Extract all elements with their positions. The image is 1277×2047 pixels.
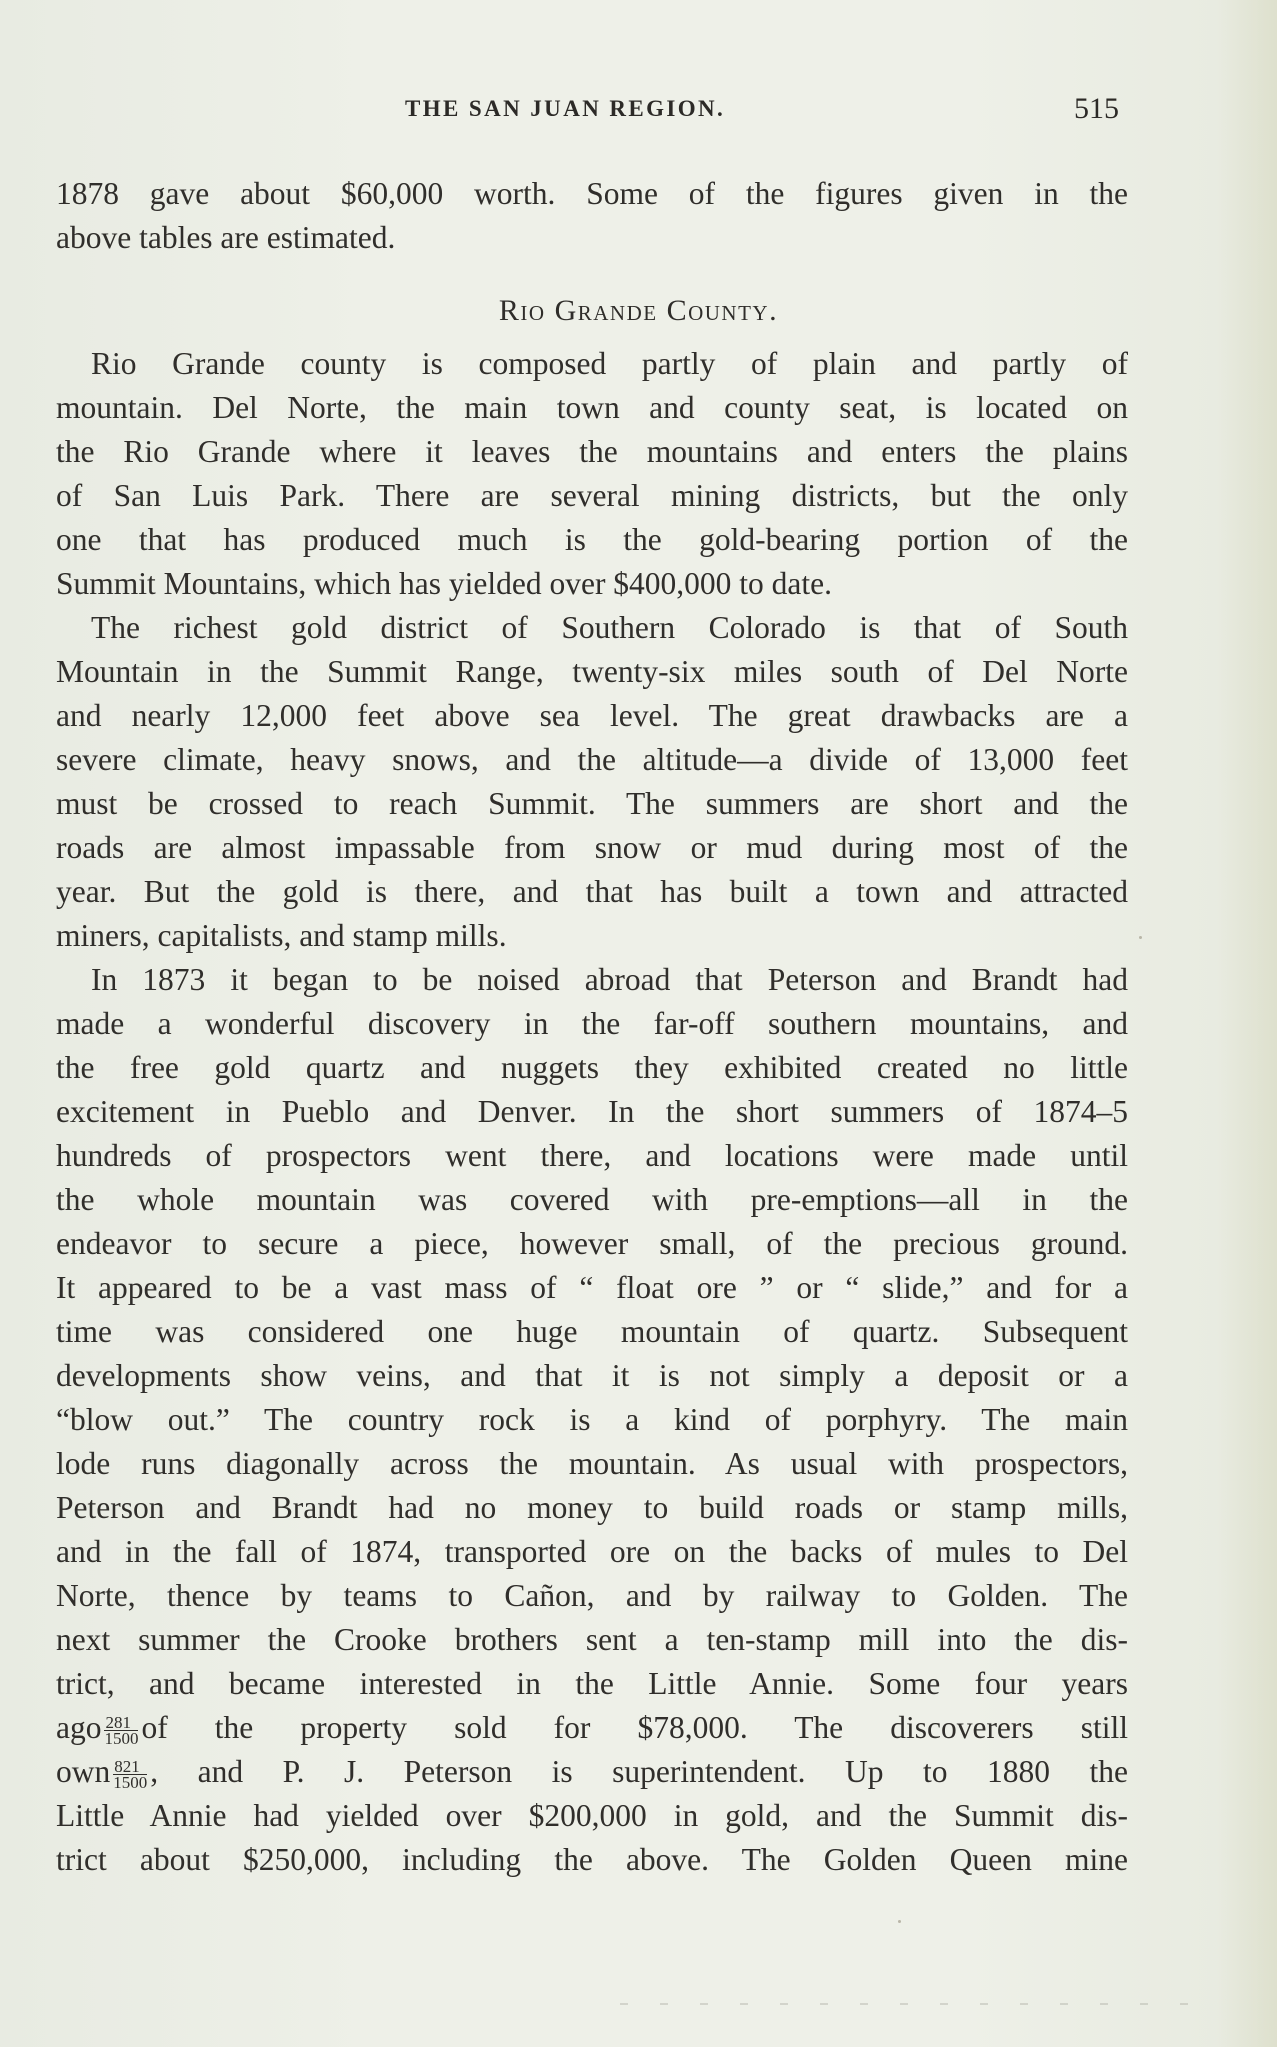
paragraph-south-mountain bbox=[56, 606, 1128, 958]
text-line: Rio Grande county is composed partly of plain and partly of bbox=[91, 346, 1128, 381]
text-line: It appeared to be a vast mass of “ float ore ” or “ slide,” and for a bbox=[56, 1270, 1128, 1305]
text-line: time was considered one huge mountain of quartz. Subsequent bbox=[56, 1314, 1128, 1349]
page-number: 515 bbox=[1074, 92, 1119, 125]
paragraph-rio-grande-county bbox=[56, 342, 1128, 606]
section-heading: Rio Grande County. bbox=[498, 294, 779, 327]
text-line: the Rio Grande where it leaves the mountains and enters the plains bbox=[56, 434, 1128, 469]
text-line: The richest gold district of Southern Colorado is that of South bbox=[91, 610, 1128, 645]
text-line: made a wonderful discovery in the far-off southern mountains, and bbox=[56, 1006, 1128, 1041]
text-line: of San Luis Park. There are several mining districts, but the only bbox=[56, 478, 1128, 513]
text-line-with-fraction bbox=[56, 1706, 1128, 1750]
faint-bleed-through-marks bbox=[620, 2003, 1220, 2005]
paragraph-peterson-brandt bbox=[56, 958, 1128, 1882]
text-line: developments show veins, and that it is not simply a deposit or a bbox=[56, 1358, 1128, 1393]
text-line: 1878 gave about $60,000 worth. Some of the figures given in the bbox=[56, 176, 1128, 211]
paper-speck bbox=[1139, 936, 1142, 939]
fraction-line-prefix: ago bbox=[56, 1710, 102, 1745]
running-head bbox=[0, 92, 1277, 132]
fraction-denominator: 1500 bbox=[104, 1729, 139, 1748]
running-head-title: THE SAN JUAN REGION. bbox=[405, 96, 726, 121]
text-line: miners, capitalists, and stamp mills. bbox=[56, 918, 507, 953]
text-line-with-fraction bbox=[56, 1750, 1128, 1794]
text-line: Summit Mountains, which has yielded over $400,000 to date. bbox=[56, 566, 833, 601]
text-line: trict, and became interested in the Little Annie. Some four years bbox=[56, 1666, 1128, 1701]
text-line: lode runs diagonally across the mountain. As usual with prospectors, bbox=[56, 1446, 1128, 1481]
text-line: trict about $250,000, including the above. The Golden Queen mine bbox=[56, 1842, 1128, 1877]
text-line: must be crossed to reach Summit. The summers are short and the bbox=[56, 786, 1128, 821]
text-line: “blow out.” The country rock is a kind of porphyry. The main bbox=[56, 1402, 1128, 1437]
paper-speck bbox=[898, 1920, 901, 1923]
text-line: severe climate, heavy snows, and the altitude—a divide of 13,000 feet bbox=[56, 742, 1128, 777]
text-line: one that has produced much is the gold-bearing portion of the bbox=[56, 522, 1128, 557]
fraction-line-prefix: own bbox=[56, 1754, 111, 1789]
text-line: endeavor to secure a piece, however small, of the precious ground. bbox=[56, 1226, 1128, 1261]
fraction-line-suffix: , and P. J. Peterson is superintendent. Up to 1880 the bbox=[150, 1754, 1128, 1789]
fraction-denominator: 1500 bbox=[113, 1773, 148, 1792]
text-line: and nearly 12,000 feet above sea level. The great drawbacks are a bbox=[56, 698, 1128, 733]
fraction-numerator: 281 bbox=[104, 1715, 138, 1731]
text-line: Mountain in the Summit Range, twenty-six miles south of Del Norte bbox=[56, 654, 1128, 689]
text-line: and in the fall of 1874, transported ore on the backs of mules to Del bbox=[56, 1534, 1128, 1569]
text-line: Peterson and Brandt had no money to build roads or stamp mills, bbox=[56, 1490, 1128, 1525]
text-line: year. But the gold is there, and that has built a town and attracted bbox=[56, 874, 1128, 909]
text-line: roads are almost impassable from snow or mud during most of the bbox=[56, 830, 1128, 865]
fraction bbox=[113, 1759, 147, 1790]
text-line: In 1873 it began to be noised abroad that Peterson and Brandt had bbox=[91, 962, 1128, 997]
text-line: excitement in Pueblo and Denver. In the short summers of 1874–5 bbox=[56, 1094, 1128, 1129]
text-line: the whole mountain was covered with pre-emptions—all in the bbox=[56, 1182, 1128, 1217]
text-line: Norte, thence by teams to Cañon, and by railway to Golden. The bbox=[56, 1578, 1128, 1613]
fraction-numerator: 821 bbox=[113, 1759, 147, 1775]
text-line: the free gold quartz and nuggets they exhibited created no little bbox=[56, 1050, 1128, 1085]
text-line: next summer the Crooke brothers sent a ten-stamp mill into the dis- bbox=[56, 1622, 1128, 1657]
fraction-line-suffix: of the property sold for $78,000. The discoverers still bbox=[141, 1710, 1128, 1745]
text-line: Little Annie had yielded over $200,000 in gold, and the Summit dis- bbox=[56, 1798, 1128, 1833]
text-line: hundreds of prospectors went there, and locations were made until bbox=[56, 1138, 1128, 1173]
text-line: mountain. Del Norte, the main town and county seat, is located on bbox=[56, 390, 1128, 425]
fraction bbox=[104, 1715, 138, 1746]
text-line: above tables are estimated. bbox=[56, 220, 396, 255]
intro-paragraph bbox=[56, 172, 1128, 260]
